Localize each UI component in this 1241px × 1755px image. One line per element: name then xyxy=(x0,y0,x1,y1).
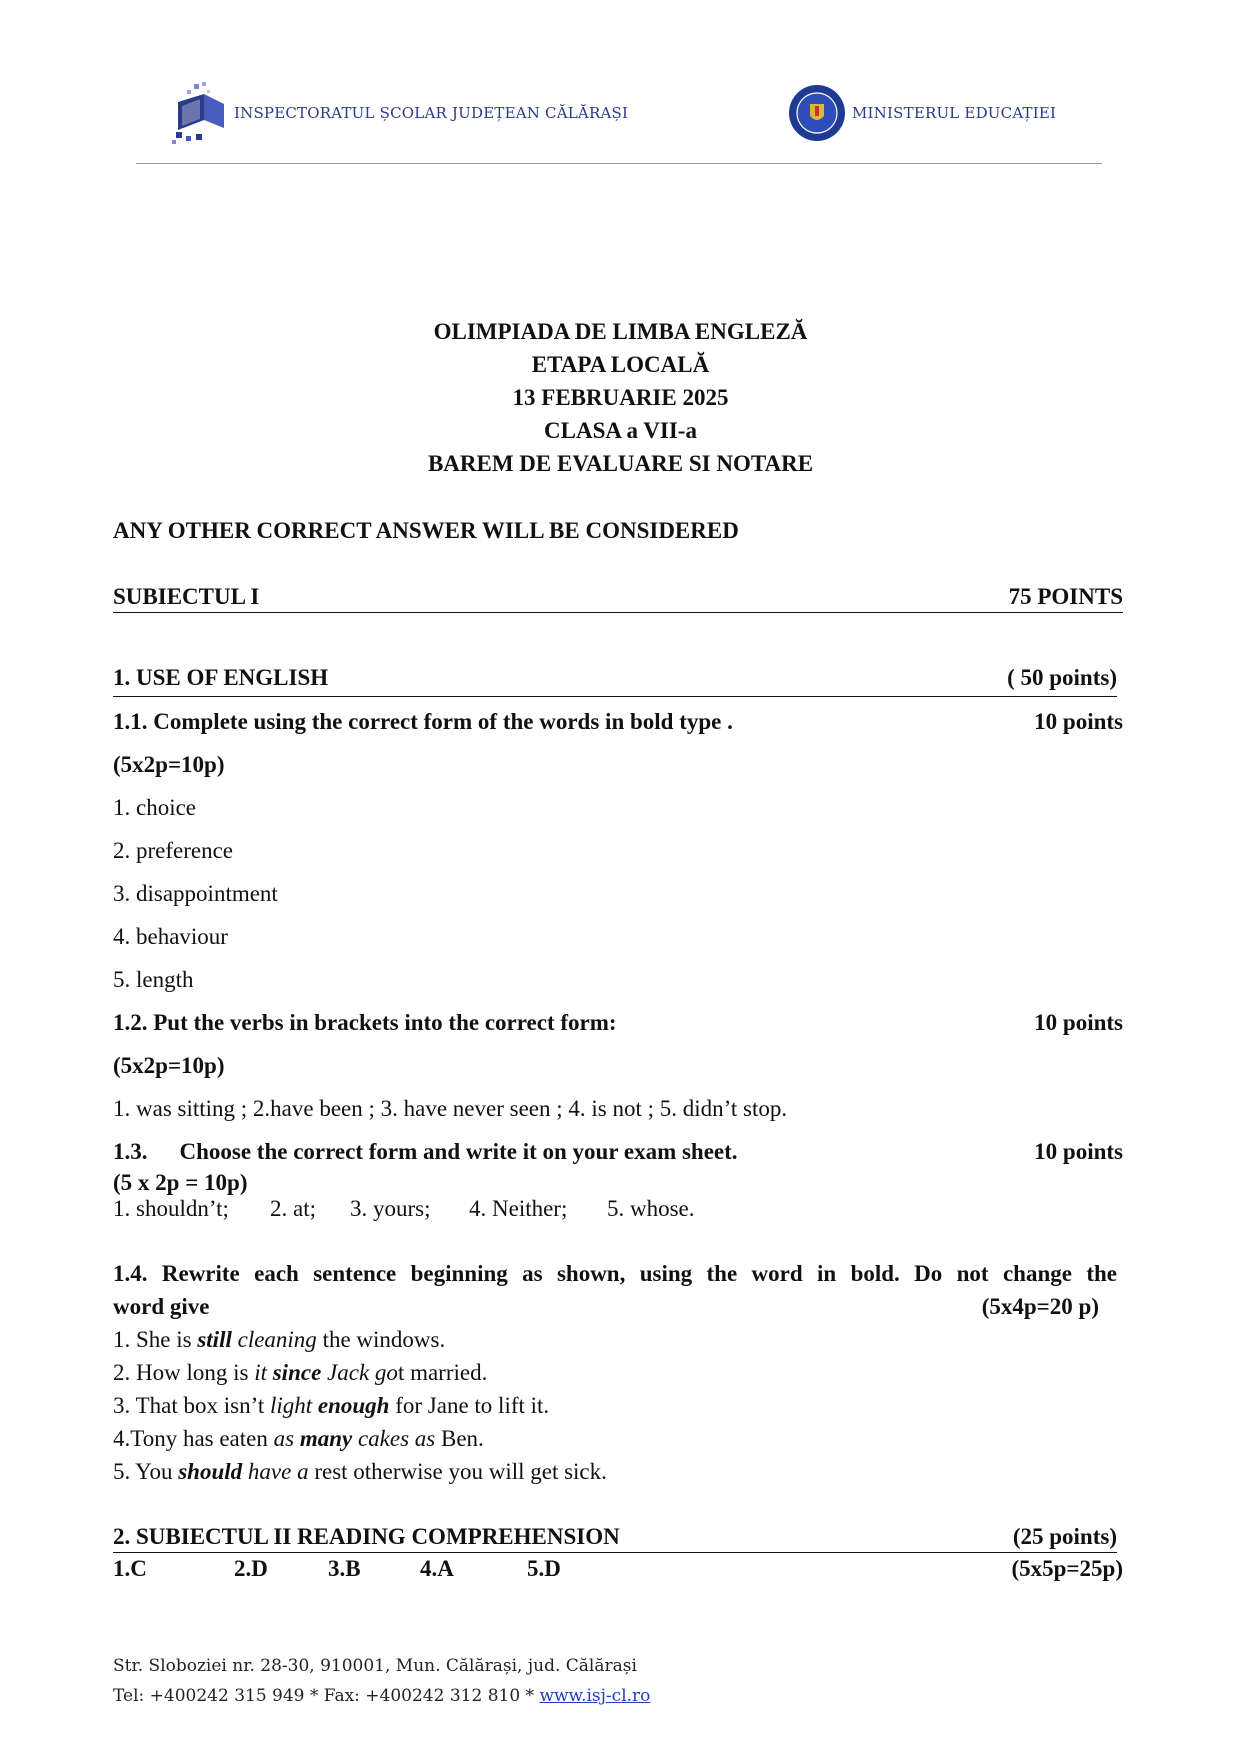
ex14-answer-text: 5. You xyxy=(113,1459,179,1484)
ex14-answer-italic: have a xyxy=(242,1459,309,1484)
ex14-answer xyxy=(113,1360,487,1386)
title-line-1: OLIMPIADA DE LIMBA ENGLEZĂ xyxy=(433,319,808,344)
footer-contact-text: Tel: +400242 315 949 * Fax: +400242 312 810 * xyxy=(113,1686,540,1706)
isj-logo xyxy=(172,80,230,144)
ex13-answer: 3. yours; xyxy=(350,1196,431,1221)
ex14-answer-italic: as xyxy=(273,1426,300,1451)
ex13-header xyxy=(113,1139,1123,1165)
ex14-answer-text: 3. That box isn’t xyxy=(113,1393,270,1418)
ex12-header xyxy=(113,1010,1123,1036)
rc-answer: 2.D xyxy=(234,1556,268,1581)
subject2-underline xyxy=(113,1552,1117,1553)
ex14-answer-text: the windows. xyxy=(316,1327,446,1352)
ex14-answer-text: for Jane to lift it. xyxy=(389,1393,550,1418)
subject1-points: 75 POINTS xyxy=(1008,584,1123,609)
ex13-instruction: Choose the correct form and write it on your exam sheet. xyxy=(179,1139,738,1164)
ex12-points: 10 points xyxy=(1034,1010,1123,1035)
ex13-answer: 1. shouldn’t; xyxy=(113,1196,229,1221)
footer-website-link[interactable]: www.isj-cl.ro xyxy=(539,1686,651,1706)
ex11-answer: 1. choice xyxy=(113,795,197,820)
ex14-answer-italic: light xyxy=(269,1393,318,1418)
ex14-answer-bold: many xyxy=(299,1426,353,1451)
section1-label: 1. USE OF ENGLISH xyxy=(113,665,329,690)
ex14-answer-bold: still xyxy=(197,1327,232,1352)
ex14-answer-text: Ben. xyxy=(435,1426,484,1451)
footer-contact xyxy=(113,1686,650,1706)
section1-points: ( 50 points) xyxy=(1007,665,1117,690)
ex13-answer: 5. whose. xyxy=(607,1196,695,1221)
ex11-answer: 2. preference xyxy=(113,838,234,863)
title-line-2: ETAPA LOCALĂ xyxy=(531,352,710,377)
ex13-answers xyxy=(113,1196,695,1222)
title-line-4: CLASA a VII-a xyxy=(544,418,697,443)
ex13-points: 10 points xyxy=(1034,1139,1123,1164)
ministry-logo xyxy=(788,84,846,142)
title-line-5: BAREM DE EVALUARE SI NOTARE xyxy=(427,451,814,476)
ex13-number: 1.3. xyxy=(113,1139,148,1164)
ex14-instruction-line1: 1.4. Rewrite each sentence beginning as shown, using the word in bold. Do not change the xyxy=(113,1261,1117,1286)
ex14-answer-italic: Jack go xyxy=(321,1360,398,1385)
rc-answer: 3.B xyxy=(328,1556,361,1581)
ex13-answer: 2. at; xyxy=(270,1196,316,1221)
ex11-answer: 5. length xyxy=(113,967,194,992)
ex14-answer-italic: it xyxy=(254,1360,273,1385)
section1-header xyxy=(113,665,1117,691)
ex13-answer: 4. Neither; xyxy=(469,1196,568,1221)
ex12-answers: 1. was sitting ; 2.have been ; 3. have never seen ; 4. is not ; 5. didn’t stop. xyxy=(113,1096,788,1121)
footer-address: Str. Sloboziei nr. 28-30, 910001, Mun. Călărași, jud. Călărași xyxy=(113,1656,637,1676)
ex11-header xyxy=(113,709,1123,735)
subject1-label: SUBIECTUL I xyxy=(113,584,260,609)
isj-org-name: INSPECTORATUL ȘCOLAR JUDEȚEAN CĂLĂRAȘI xyxy=(234,104,629,122)
ex11-answer: 4. behaviour xyxy=(113,924,228,949)
rc-answer: 5.D xyxy=(527,1556,561,1581)
ex14-answer-bold: enough xyxy=(317,1393,390,1418)
ex14-answer xyxy=(113,1327,445,1353)
ex14-answer xyxy=(113,1426,484,1452)
rc-answer: 1.C xyxy=(113,1556,147,1581)
ex14-answer-text: 4.Tony has eaten xyxy=(113,1426,274,1451)
subject2-points: (25 points) xyxy=(1012,1524,1117,1549)
ex14-answer-text: rest otherwise you will get sick. xyxy=(308,1459,607,1484)
subject2-answers xyxy=(113,1556,1123,1582)
ministry-seal-icon xyxy=(788,84,846,142)
subject1-header xyxy=(113,584,1123,613)
rc-answer: 4.A xyxy=(420,1556,454,1581)
ex14-answer-bold: should xyxy=(178,1459,243,1484)
ex14-answer-text: t married. xyxy=(397,1360,488,1385)
isj-logo-icon xyxy=(172,80,230,144)
ex12-instruction: 1.2. Put the verbs in brackets into the correct form: xyxy=(113,1010,617,1035)
subject2-label: 2. SUBIECTUL II READING COMPREHENSION xyxy=(113,1524,620,1549)
ex14-answer-italic: cleaning xyxy=(231,1327,317,1352)
ex14-answer-bold: since xyxy=(272,1360,322,1385)
ex14-answer-text: 1. She is xyxy=(113,1327,198,1352)
header-divider xyxy=(136,163,1102,164)
ex14-answer xyxy=(113,1393,549,1419)
subject2-header xyxy=(113,1524,1117,1550)
title-line-3: 13 FEBRUARIE 2025 xyxy=(512,385,729,410)
ex13-scoring: (5 x 2p = 10p) xyxy=(113,1170,248,1195)
ex14-answer-text: 2. How long is xyxy=(113,1360,255,1385)
ex14-answer xyxy=(113,1459,607,1485)
ex12-scoring: (5x2p=10p) xyxy=(113,1053,225,1078)
ex14-scoring: (5x4p=20 p) xyxy=(981,1294,1099,1319)
ministry-name: MINISTERUL EDUCAȚIEI xyxy=(852,104,1057,122)
ex11-scoring: (5x2p=10p) xyxy=(113,752,225,777)
section1-underline xyxy=(113,696,1117,697)
subject2-scoring: (5x5p=25p) xyxy=(1011,1556,1123,1581)
ex14-instruction-line2: word give xyxy=(113,1294,210,1319)
ex14-answer-italic: cakes as xyxy=(352,1426,436,1451)
ex11-answer: 3. disappointment xyxy=(113,881,278,906)
note: ANY OTHER CORRECT ANSWER WILL BE CONSIDERED xyxy=(113,518,739,543)
ex14-header-line2 xyxy=(113,1294,1099,1320)
ex11-instruction: 1.1. Complete using the correct form of the words in bold type . xyxy=(113,709,733,734)
ex11-points: 10 points xyxy=(1034,709,1123,734)
